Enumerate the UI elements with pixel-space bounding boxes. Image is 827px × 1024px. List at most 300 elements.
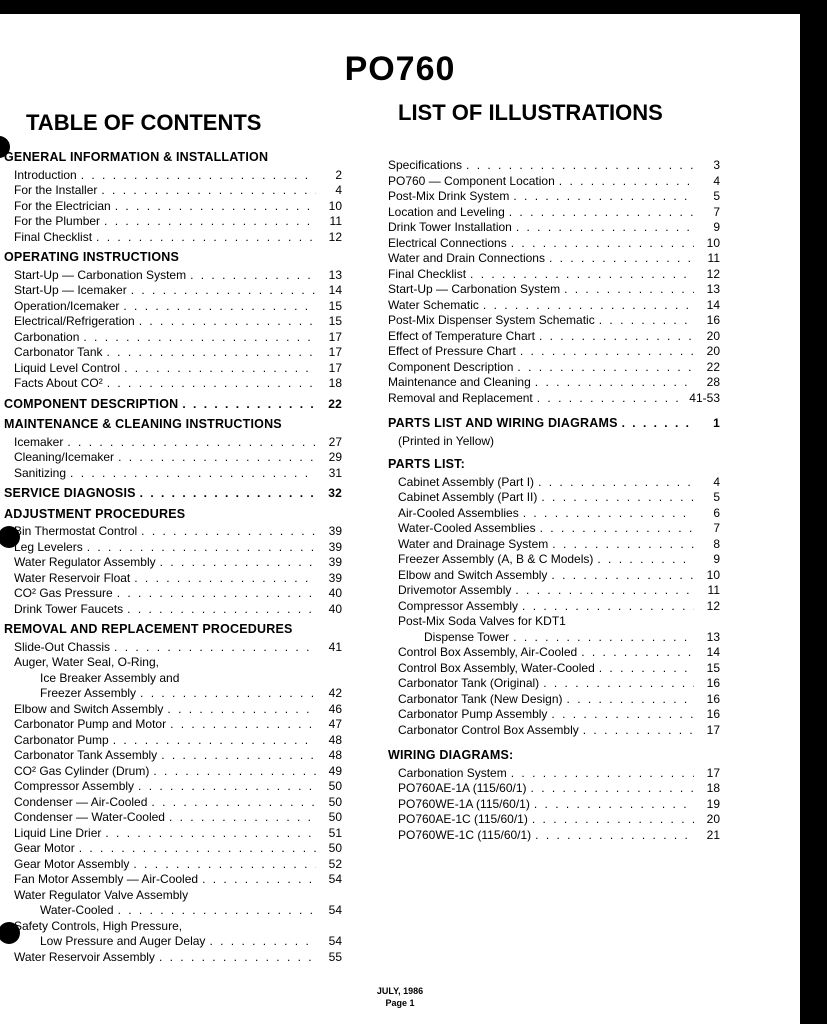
- dot-leader: [114, 640, 316, 656]
- illustration-entry-page: 20: [706, 344, 720, 358]
- parts-list-entry: [388, 506, 720, 522]
- toc-entry: [4, 376, 342, 392]
- parts-list-entry: [388, 723, 720, 739]
- toc-entry-label: Auger, Water Seal, O-Ring,: [14, 655, 159, 669]
- toc-entry-page: 40: [328, 586, 342, 600]
- illustration-entry-label: Water Schematic: [388, 297, 479, 312]
- dot-leader: [551, 707, 694, 723]
- dot-leader: [123, 299, 316, 315]
- dot-leader: [67, 435, 316, 451]
- parts-list-entry-label: Control Box Assembly, Air-Cooled: [398, 645, 578, 659]
- toc-entry-label: Carbonator Tank Assembly: [14, 748, 158, 762]
- dot-leader: [115, 199, 316, 215]
- parts-list-entry-page: 8: [713, 536, 720, 551]
- illustration-entry-label: Final Checklist: [388, 266, 467, 281]
- parts-list-entry-label: Control Box Assembly, Water-Cooled: [398, 660, 595, 675]
- dot-leader: [581, 645, 694, 661]
- dot-leader: [209, 934, 316, 950]
- toc-entry: [4, 330, 342, 346]
- parts-list-entry-label: Elbow and Switch Assembly: [398, 567, 548, 582]
- toc-entry-page: 52: [328, 856, 342, 871]
- toc-entry: [4, 779, 342, 795]
- dot-leader: [583, 723, 694, 739]
- illustration-entry-label: Component Description: [388, 359, 514, 374]
- dot-leader: [599, 313, 694, 329]
- wiring-entry-page: 20: [706, 812, 720, 826]
- illustration-entry: [388, 174, 720, 190]
- dot-leader: [134, 571, 316, 587]
- illustration-entry-label: Electrical Connections: [388, 235, 507, 250]
- parts-list-entry-label: Carbonator Pump Assembly: [398, 707, 548, 721]
- parts-list-entry: [388, 552, 720, 568]
- toc-entry-label: Condenser — Air-Cooled: [14, 794, 148, 809]
- toc-entry: [4, 466, 342, 482]
- toc-section-title: SERVICE DIAGNOSIS: [4, 486, 136, 500]
- parts-wiring-section-title: PARTS LIST AND WIRING DIAGRAMS: [388, 416, 618, 430]
- toc-entry-label: CO² Gas Pressure: [14, 586, 113, 600]
- toc-entry-page: 40: [328, 601, 342, 616]
- dot-leader: [599, 661, 694, 677]
- dot-leader: [517, 360, 694, 376]
- parts-list-entry-page: 16: [706, 691, 720, 706]
- dot-leader: [535, 828, 694, 844]
- dot-leader: [513, 630, 694, 646]
- toc-entry: [4, 168, 342, 184]
- parts-list-entry: [388, 537, 720, 553]
- wiring-entry: [388, 812, 720, 828]
- toc-entry-label: For the Electrician: [14, 198, 111, 213]
- toc-entry: [4, 602, 342, 618]
- parts-list-entry-label: Carbonator Tank (Original): [398, 676, 540, 690]
- toc-entry-page: 47: [328, 717, 342, 731]
- toc-entry: [4, 540, 342, 556]
- toc-entry-page: 50: [328, 810, 342, 824]
- illustration-entry-page: 12: [706, 266, 720, 281]
- illustration-entry: [388, 158, 720, 174]
- toc-entry: [4, 934, 342, 950]
- illustration-entry-label: Post-Mix Drink System: [388, 189, 510, 203]
- parts-wiring-section-page: 1: [713, 416, 720, 430]
- illustration-entry: [388, 282, 720, 298]
- toc-section-page: 32: [328, 486, 342, 500]
- dot-leader: [105, 826, 316, 842]
- dot-leader: [117, 586, 316, 602]
- toc-entry-label: Condenser — Water-Cooled: [14, 810, 165, 824]
- toc-entry-page: 17: [328, 345, 342, 359]
- toc-entry-page: 48: [328, 748, 342, 762]
- parts-list-entry: [388, 614, 720, 630]
- toc-entry: [4, 345, 342, 361]
- toc-entry-label: Icemaker: [14, 434, 64, 449]
- dot-leader: [161, 748, 316, 764]
- illustration-entry-label: Effect of Temperature Chart: [388, 328, 535, 343]
- illustration-entry-label: Post-Mix Dispenser System Schematic: [388, 313, 595, 327]
- dot-leader: [515, 583, 694, 599]
- loi-heading: LIST OF ILLUSTRATIONS: [398, 100, 663, 125]
- dot-leader: [516, 220, 694, 236]
- dot-leader: [170, 717, 316, 733]
- toc-entry-page: 18: [328, 376, 342, 390]
- illustration-entry: [388, 313, 720, 329]
- illustration-entry: [388, 236, 720, 252]
- toc-entry-label: Water Regulator Assembly: [14, 555, 156, 569]
- toc-entry: [4, 888, 342, 904]
- toc-section-title: REMOVAL AND REPLACEMENT PROCEDURES: [4, 622, 293, 636]
- dot-leader: [523, 506, 694, 522]
- illustration-entry-label: Start-Up — Carbonation System: [388, 282, 561, 296]
- wiring-entry-page: 18: [706, 781, 720, 795]
- toc-entry-label: Carbonator Tank: [14, 345, 103, 359]
- dot-leader: [622, 416, 694, 432]
- toc-section: [4, 507, 342, 523]
- dot-leader: [597, 552, 694, 568]
- toc-entry-label: Carbonation: [14, 329, 80, 344]
- document-page: [0, 14, 800, 1024]
- parts-list-entry-page: 9: [713, 552, 720, 566]
- dot-leader: [140, 486, 316, 502]
- toc-entry-page: 4: [335, 183, 342, 197]
- dot-leader: [564, 282, 694, 298]
- dot-leader: [138, 779, 316, 795]
- toc-entry-label: Final Checklist: [14, 229, 93, 244]
- toc-entry: [4, 764, 342, 780]
- toc-entry-page: 12: [328, 229, 342, 244]
- toc-entry-page: 39: [328, 570, 342, 585]
- toc-entry-label: Electrical/Refrigeration: [14, 314, 135, 328]
- parts-list-entry: [388, 676, 720, 692]
- toc-entry-page: 15: [328, 298, 342, 313]
- illustration-entry: [388, 189, 720, 205]
- toc-entry: [4, 268, 342, 284]
- illustration-entry-label: Drink Tower Installation: [388, 220, 512, 234]
- dot-leader: [139, 314, 316, 330]
- toc-entry-label: Carbonator Pump and Motor: [14, 717, 167, 731]
- toc-entry: [4, 361, 342, 377]
- illustration-entry-page: 20: [706, 328, 720, 343]
- parts-list-entry-page: 11: [707, 583, 720, 597]
- toc-entry-page: 31: [328, 465, 342, 480]
- dot-leader: [83, 330, 316, 346]
- illustration-entry-page: 9: [713, 220, 720, 234]
- toc-entry-label: Gear Motor: [14, 841, 75, 855]
- illustration-entry: [388, 391, 720, 407]
- toc-entry-page: 42: [328, 686, 342, 700]
- toc-entry-label: Water Regulator Valve Assembly: [14, 887, 189, 902]
- illustration-entry-label: PO760 — Component Location: [388, 173, 555, 188]
- dot-leader: [551, 568, 694, 584]
- parts-list-entry: [388, 568, 720, 584]
- illustration-entry-page: 7: [713, 204, 720, 219]
- toc-entry: [4, 450, 342, 466]
- dot-leader: [113, 733, 316, 749]
- toc-entry: [4, 748, 342, 764]
- toc-entry-label: Low Pressure and Auger Delay: [40, 934, 206, 948]
- dot-leader: [101, 183, 316, 199]
- parts-list-entry: [388, 599, 720, 615]
- toc-entry-page: 50: [328, 794, 342, 809]
- toc-section: [4, 622, 342, 638]
- parts-list-section-title: PARTS LIST:: [388, 457, 465, 471]
- illustration-entry-page: 10: [706, 235, 720, 250]
- dot-leader: [539, 329, 694, 345]
- toc-entry-page: 2: [335, 167, 342, 182]
- parts-list-entry-label: Carbonator Control Box Assembly: [398, 722, 579, 737]
- toc-entry: [4, 671, 342, 687]
- parts-list-entry-page: 5: [713, 490, 720, 504]
- illustration-entry: [388, 375, 720, 391]
- dot-leader: [520, 344, 694, 360]
- illustration-entry-page: 5: [713, 189, 720, 203]
- toc-entry: [4, 717, 342, 733]
- toc-entry-page: 54: [328, 903, 342, 917]
- toc-entry-label: Start-Up — Carbonation System: [14, 267, 187, 282]
- dot-leader: [131, 283, 316, 299]
- document-title: PO760: [344, 50, 456, 88]
- toc-entry-label: Freezer Assembly: [40, 686, 137, 700]
- toc-entry-label: For the Plumber: [14, 214, 101, 228]
- wiring-entry-page: 17: [706, 765, 720, 780]
- illustration-entry-label: Effect of Pressure Chart: [388, 344, 516, 358]
- toc-section-title: OPERATING INSTRUCTIONS: [4, 250, 180, 264]
- toc-entry: [4, 841, 342, 857]
- parts-list-entry-label: Compressor Assembly: [398, 598, 519, 613]
- parts-list-entry: [388, 645, 720, 661]
- toc-entry: [4, 733, 342, 749]
- parts-list-entry: [388, 475, 720, 491]
- dot-leader: [182, 397, 316, 413]
- parts-list-entry-page: 12: [706, 598, 720, 613]
- illustration-entry-label: Water and Drain Connections: [388, 251, 545, 265]
- toc-entry: [4, 283, 342, 299]
- wiring-entry: [388, 828, 720, 844]
- toc-entry-label: Elbow and Switch Assembly: [14, 701, 164, 716]
- dot-leader: [81, 168, 316, 184]
- dot-leader: [509, 205, 694, 221]
- dot-leader: [151, 795, 316, 811]
- dot-leader: [534, 797, 694, 813]
- parts-list-entry: [388, 490, 720, 506]
- toc-entry: [4, 183, 342, 199]
- toc-entry-page: 29: [328, 450, 342, 464]
- dot-leader: [511, 236, 694, 252]
- dot-leader: [538, 475, 694, 491]
- dot-leader: [531, 781, 694, 797]
- dot-leader: [167, 702, 316, 718]
- illustration-entry-label: Maintenance and Cleaning: [388, 375, 531, 389]
- illustration-entry-page: 28: [706, 375, 720, 389]
- toc-section-title: GENERAL INFORMATION & INSTALLATION: [4, 150, 269, 164]
- toc-entry: [4, 524, 342, 540]
- parts-list-entry-label: Water and Drainage System: [398, 536, 549, 551]
- dot-leader: [133, 857, 316, 873]
- toc-entry-label: Cleaning/Icemaker: [14, 450, 115, 464]
- toc-entry-label: Safety Controls, High Pressure,: [14, 918, 183, 933]
- toc-entry-label: Ice Breaker Assembly and: [40, 670, 180, 685]
- illustration-entry: [388, 344, 720, 360]
- toc-entry-label: For the Installer: [14, 183, 98, 197]
- dot-leader: [160, 555, 316, 571]
- illustration-entry-label: Location and Leveling: [388, 204, 505, 219]
- toc-entry: [4, 919, 342, 935]
- footer-page: Page 1: [385, 997, 415, 1008]
- toc-entry-page: 46: [328, 701, 342, 716]
- dot-leader: [552, 537, 694, 553]
- wiring-section: [388, 748, 720, 764]
- toc-entry-label: Water-Cooled: [40, 903, 114, 917]
- toc-entry: [4, 571, 342, 587]
- illustration-entry: [388, 220, 720, 236]
- dot-leader: [87, 540, 316, 556]
- dot-leader: [118, 450, 316, 466]
- wiring-entry-page: 19: [706, 796, 720, 811]
- parts-list-entry-label: Air-Cooled Assemblies: [398, 505, 519, 520]
- wiring-entry: [388, 781, 720, 797]
- toc-section: [4, 417, 342, 433]
- toc-entry-page: 50: [328, 779, 342, 793]
- toc-entry: [4, 795, 342, 811]
- parts-list-entry-page: 15: [706, 660, 720, 675]
- dot-leader: [537, 391, 686, 407]
- toc-entry-page: 54: [328, 872, 342, 886]
- toc-section-page: 22: [328, 396, 342, 411]
- dot-leader: [159, 950, 316, 966]
- dot-leader: [96, 230, 316, 246]
- toc-entry-label: Water Reservoir Assembly: [14, 949, 155, 964]
- dot-leader: [466, 158, 694, 174]
- wiring-entry: [388, 766, 720, 782]
- toc-entry-page: 39: [328, 555, 342, 569]
- footer-date: JULY, 1986: [376, 986, 424, 996]
- toc-section: [4, 150, 342, 166]
- toc-entry-page: 27: [328, 434, 342, 449]
- parts-list-entry-label: Drivemotor Assembly: [398, 583, 512, 597]
- dot-leader: [79, 841, 316, 857]
- toc-entry-label: Compressor Assembly: [14, 779, 135, 793]
- toc-entry: [4, 299, 342, 315]
- toc-section: [4, 397, 342, 413]
- toc-entry-page: 54: [328, 934, 342, 948]
- toc-entry: [4, 857, 342, 873]
- illustration-entry: [388, 360, 720, 376]
- parts-list-entry-page: 16: [706, 676, 720, 690]
- toc-entry-page: 41: [328, 639, 342, 654]
- parts-list-entry: [388, 707, 720, 723]
- toc-entry-page: 48: [328, 732, 342, 747]
- wiring-entry: [388, 797, 720, 813]
- dot-leader: [107, 376, 316, 392]
- toc-entry-page: 11: [329, 214, 342, 228]
- wiring-section-title: WIRING DIAGRAMS:: [388, 748, 514, 762]
- wiring-entry-label: PO760WE-1C (115/60/1): [398, 827, 532, 842]
- toc-entry-page: 50: [328, 841, 342, 855]
- dot-leader: [541, 490, 694, 506]
- toc-section-title: MAINTENANCE & CLEANING INSTRUCTIONS: [4, 417, 282, 431]
- dot-leader: [483, 298, 694, 314]
- toc-section-title: COMPONENT DESCRIPTION: [4, 396, 179, 411]
- toc-entry: [4, 903, 342, 919]
- parts-list-entry-page: 4: [713, 474, 720, 489]
- toc-entry: [4, 640, 342, 656]
- wiring-entry-label: PO760WE-1A (115/60/1): [398, 796, 530, 811]
- dot-leader: [140, 686, 316, 702]
- parts-list-entry-page: 13: [706, 629, 720, 644]
- dot-leader: [190, 268, 316, 284]
- toc-entry-label: Slide-Out Chassis: [14, 639, 111, 654]
- illustration-entry-page: 41-53: [689, 390, 720, 405]
- toc-entry: [4, 872, 342, 888]
- dot-leader: [202, 872, 316, 888]
- illustration-entry: [388, 298, 720, 314]
- toc-entry-label: Leg Levelers: [14, 539, 83, 554]
- toc-entry-label: Fan Motor Assembly — Air-Cooled: [14, 872, 199, 886]
- toc-entry-page: 51: [328, 825, 342, 840]
- toc-section: [4, 250, 342, 266]
- toc-entry-page: 39: [328, 539, 342, 554]
- illustration-entry: [388, 329, 720, 345]
- dot-leader: [141, 524, 316, 540]
- toc-entry: [4, 199, 342, 215]
- dot-leader: [104, 214, 316, 230]
- parts-list-entry-page: 10: [706, 567, 720, 582]
- toc-entry-label: Water Reservoir Float: [14, 570, 131, 585]
- illustration-entry-label: Specifications: [388, 158, 463, 172]
- dot-leader: [127, 602, 316, 618]
- toc-entry-label: Bin Thermostat Control: [14, 524, 138, 538]
- wiring-entry-label: PO760AE-1C (115/60/1): [398, 812, 528, 826]
- parts-list-entry-label: Dispense Tower: [424, 629, 510, 644]
- illustration-entry: [388, 251, 720, 267]
- dot-leader: [511, 766, 694, 782]
- toc-entry: [4, 230, 342, 246]
- toc-entry-label: Sanitizing: [14, 465, 67, 480]
- table-of-contents: [4, 150, 342, 965]
- toc-entry-label: Introduction: [14, 167, 77, 182]
- toc-entry-label: Gear Motor Assembly: [14, 856, 130, 871]
- toc-entry-label: Drink Tower Faucets: [14, 601, 124, 616]
- parts-list-entry-page: 7: [713, 521, 720, 535]
- illustration-entry-page: 13: [706, 282, 720, 296]
- dot-leader: [535, 375, 694, 391]
- parts-list-entry-page: 14: [706, 645, 720, 659]
- toc-entry-label: Start-Up — Icemaker: [14, 283, 127, 297]
- dot-leader: [540, 521, 694, 537]
- toc-entry-label: CO² Gas Cylinder (Drum): [14, 763, 150, 778]
- parts-wiring-note: (Printed in Yellow): [398, 433, 495, 448]
- dot-leader: [559, 174, 694, 190]
- toc-entry: [4, 586, 342, 602]
- illustration-entry-page: 11: [707, 251, 720, 265]
- parts-list-entry: [388, 521, 720, 537]
- dot-leader: [567, 692, 694, 708]
- dot-leader: [549, 251, 694, 267]
- toc-section-title: ADJUSTMENT PROCEDURES: [4, 506, 186, 521]
- toc-entry: [4, 314, 342, 330]
- dot-leader: [169, 810, 316, 826]
- toc-entry: [4, 950, 342, 966]
- dot-leader: [153, 764, 316, 780]
- wiring-entry-label: Carbonation System: [398, 765, 507, 780]
- illustration-entry-page: 16: [706, 313, 720, 327]
- toc-entry-page: 14: [328, 283, 342, 297]
- parts-list-entry: [388, 630, 720, 646]
- parts-wiring-section: [388, 416, 720, 432]
- dot-leader: [118, 903, 316, 919]
- illustration-entry-page: 22: [706, 359, 720, 374]
- toc-entry-label: Facts About CO²: [14, 376, 103, 390]
- parts-list-entry-label: Cabinet Assembly (Part I): [398, 474, 535, 489]
- toc-entry-page: 49: [328, 763, 342, 778]
- parts-list-entry-label: Post-Mix Soda Valves for KDT1: [398, 614, 566, 628]
